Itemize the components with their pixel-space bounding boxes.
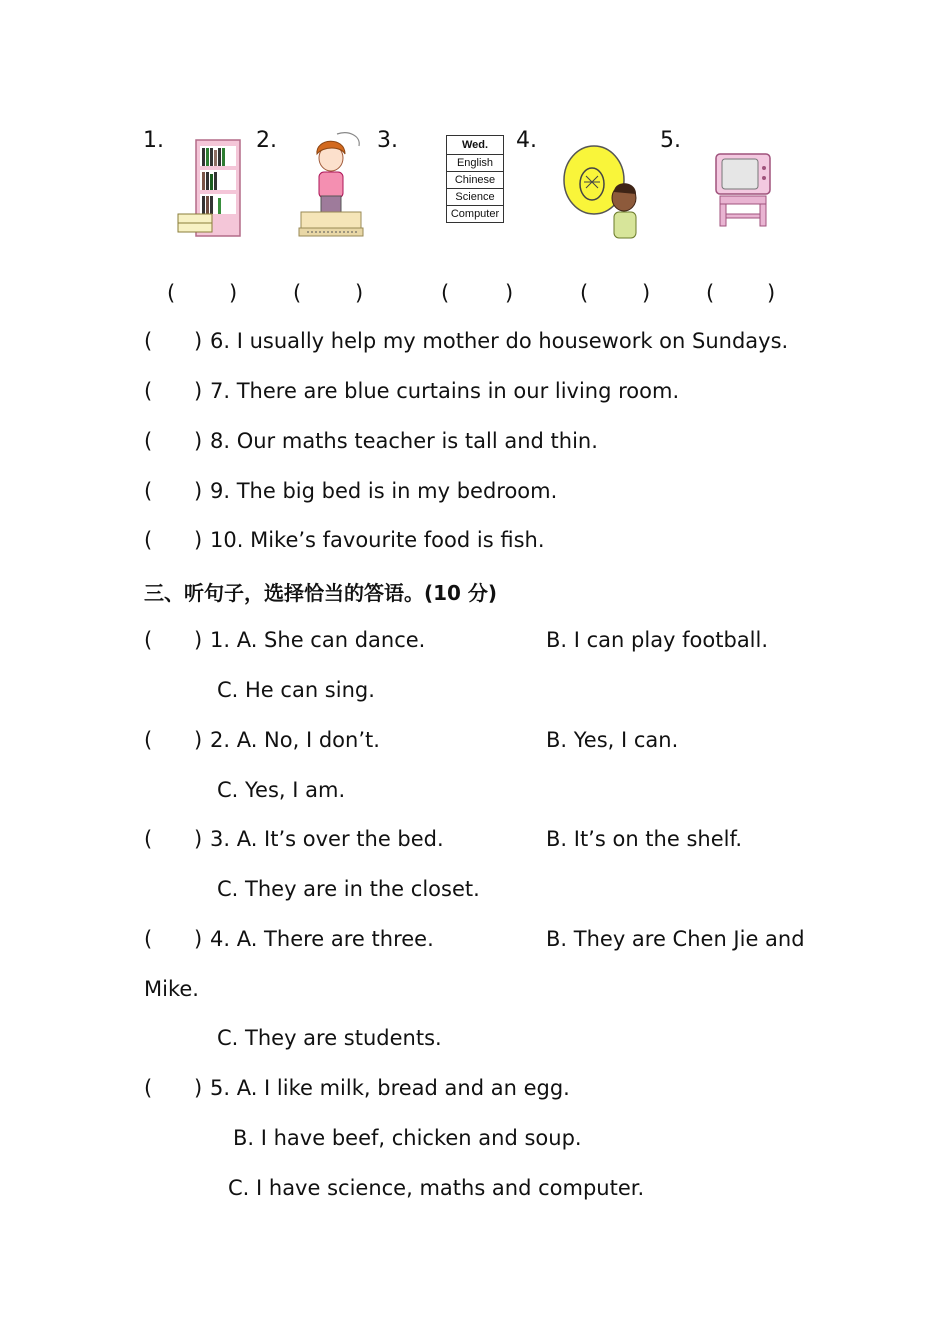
answer-blank-open[interactable]: (	[441, 281, 450, 305]
answer-blank-open[interactable]: (	[144, 827, 153, 851]
option-c: C. I have science, maths and computer.	[228, 1176, 645, 1200]
question-text: 7. There are blue curtains in our living room.	[210, 379, 680, 403]
answer-blank-close: )	[642, 281, 651, 305]
answer-blank-close: )	[194, 429, 203, 453]
answer-blank-open[interactable]: (	[144, 628, 153, 652]
boy-eating-fish-icon	[562, 142, 646, 240]
tv-icon	[712, 150, 774, 230]
bookshelf-icon	[176, 136, 244, 238]
option-b-continued: Mike.	[144, 977, 199, 1001]
option-c: C. Yes, I am.	[217, 778, 346, 802]
option-b: B. Yes, I can.	[546, 728, 679, 752]
question-text: 9. The big bed is in my bedroom.	[210, 479, 558, 503]
answer-blank-close: )	[194, 1076, 203, 1100]
timetable-subject: Science	[447, 189, 503, 206]
answer-blank-open[interactable]: (	[706, 281, 715, 305]
question-text: 10. Mike’s favourite food is fish.	[210, 528, 545, 552]
answer-blank-open[interactable]: (	[167, 281, 176, 305]
option-a: 3. A. It’s over the bed.	[210, 827, 444, 851]
answer-blank-close: )	[355, 281, 364, 305]
timetable-subject: Chinese	[447, 172, 503, 189]
answer-blank-open[interactable]: (	[144, 429, 153, 453]
answer-blank-close: )	[767, 281, 776, 305]
girl-sitting-icon	[297, 128, 365, 240]
answer-blank-open[interactable]: (	[144, 379, 153, 403]
answer-blank-open[interactable]: (	[293, 281, 302, 305]
answer-blank-close: )	[229, 281, 238, 305]
answer-blank-open[interactable]: (	[144, 1076, 153, 1100]
picture-number-5: 5.	[660, 128, 681, 153]
timetable-subject: English	[447, 155, 503, 172]
answer-blank-close: )	[194, 728, 203, 752]
answer-blank-open[interactable]: (	[144, 329, 153, 353]
answer-blank-open[interactable]: (	[580, 281, 589, 305]
picture-number-2: 2.	[256, 128, 277, 153]
picture-number-1: 1.	[143, 128, 164, 153]
answer-blank-close: )	[194, 528, 203, 552]
option-c: C. He can sing.	[217, 678, 375, 702]
answer-blank-close: )	[194, 379, 203, 403]
answer-blank-close: )	[194, 329, 203, 353]
option-a: 1. A. She can dance.	[210, 628, 426, 652]
answer-blank-open[interactable]: (	[144, 479, 153, 503]
answer-blank-close: )	[505, 281, 514, 305]
answer-blank-close: )	[194, 628, 203, 652]
answer-blank-close: )	[194, 479, 203, 503]
option-b: B. I have beef, chicken and soup.	[233, 1126, 582, 1150]
timetable-subject: Computer	[450, 208, 500, 220]
answer-blank-open[interactable]: (	[144, 728, 153, 752]
answer-blank-close: )	[194, 927, 203, 951]
option-c: C. They are students.	[217, 1026, 442, 1050]
answer-blank-close: )	[194, 827, 203, 851]
option-c: C. They are in the closet.	[217, 877, 480, 901]
picture-number-4: 4.	[516, 128, 537, 153]
timetable-day: Wed.	[447, 136, 503, 155]
section-title: 三、听句子，选择恰当的答语。(10 分)	[144, 581, 498, 605]
option-a: 2. A. No, I don’t.	[210, 728, 380, 752]
option-a: 4. A. There are three.	[210, 927, 434, 951]
answer-blank-open[interactable]: (	[144, 927, 153, 951]
option-b: B. It’s on the shelf.	[546, 827, 742, 851]
question-text: 6. I usually help my mother do housework on Sundays.	[210, 329, 789, 353]
timetable-icon	[446, 135, 504, 223]
option-b: B. They are Chen Jie and	[546, 927, 805, 951]
picture-number-3: 3.	[377, 128, 398, 153]
option-b: B. I can play football.	[546, 628, 769, 652]
answer-blank-open[interactable]: (	[144, 528, 153, 552]
question-text: 8. Our maths teacher is tall and thin.	[210, 429, 598, 453]
option-a: 5. A. I like milk, bread and an egg.	[210, 1076, 570, 1100]
